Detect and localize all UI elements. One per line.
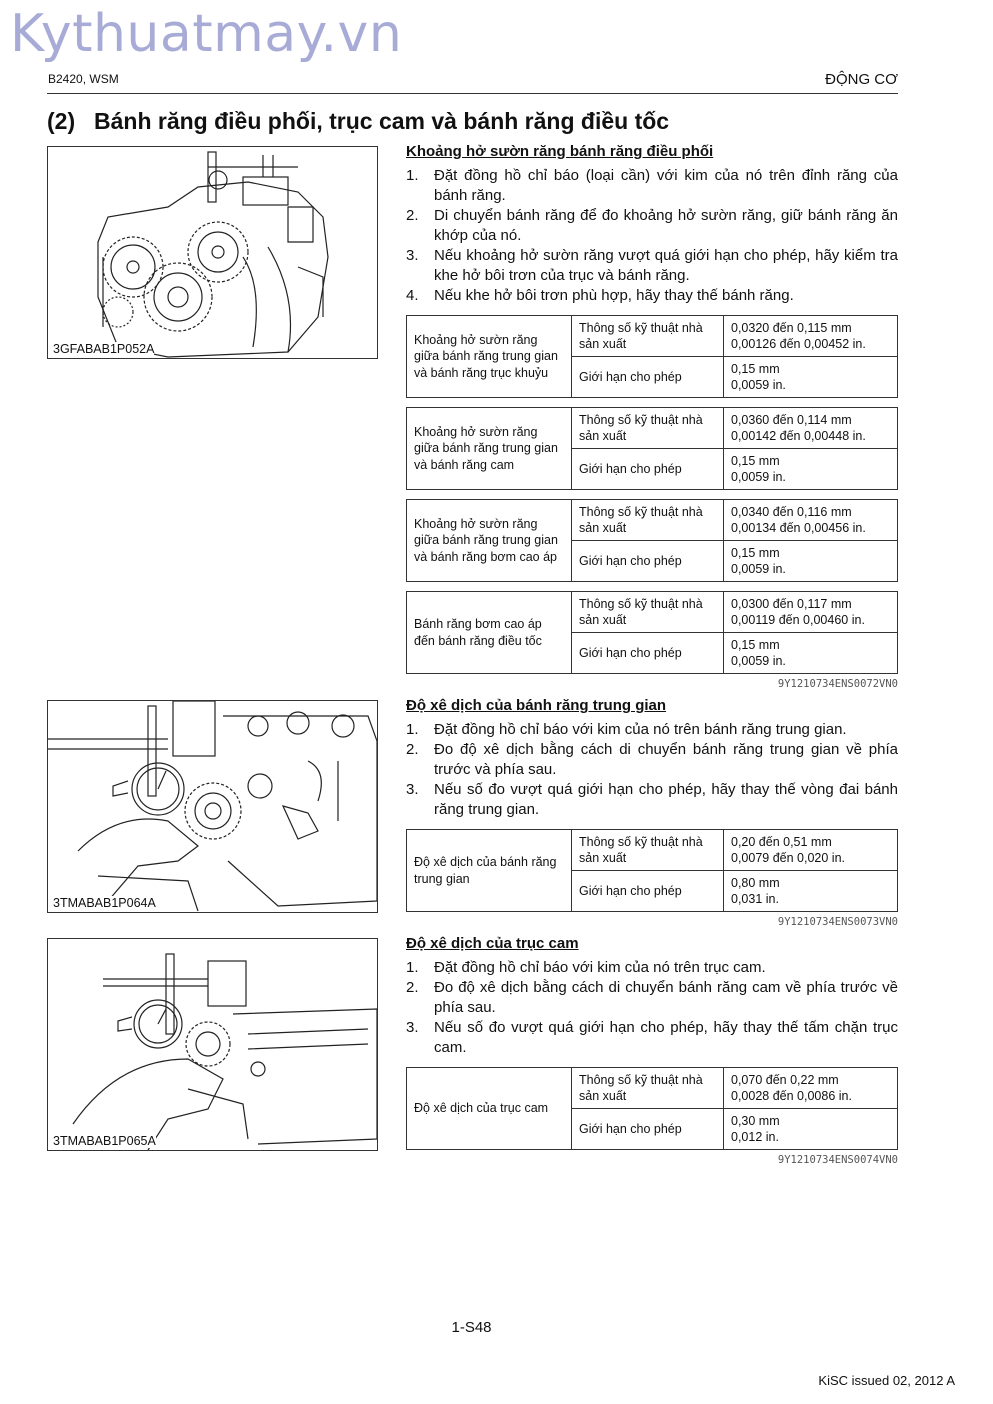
table-row [407, 316, 898, 357]
limit-value: 0,15 mm 0,0059 in. [724, 357, 898, 398]
block-title: Khoảng hở sườn răng bánh răng điều phối [406, 143, 714, 160]
limit-value: 0,15 mm 0,0059 in. [724, 449, 898, 490]
figure-label: 3TMABAB1P065A [53, 1134, 156, 1148]
steps-list [406, 166, 898, 306]
spec-label: Thông số kỹ thuật nhà sản xuất [572, 592, 724, 633]
watermark: Kythuatmay.vn [10, 4, 403, 64]
spec-table [406, 1067, 898, 1150]
page-number: 1-S48 [451, 1319, 492, 1336]
limit-label: Giới hạn cho phép [572, 1109, 724, 1150]
spec-item: Khoảng hở sườn răng giữa bánh răng trung gian và bánh răng bơm cao áp [407, 500, 572, 582]
spec-table [406, 591, 898, 674]
limit-label: Giới hạn cho phép [572, 633, 724, 674]
step-item: 2. Di chuyển bánh răng để đo khoảng hở sườn răng, giữ bánh răng ăn khớp của nó. [406, 207, 898, 244]
step-item: 3. Nếu số đo vượt quá giới hạn cho phép, hãy thay thế vòng đai bánh răng trung gian. [406, 781, 898, 818]
table-row [407, 592, 898, 633]
table-row [407, 408, 898, 449]
steps-list [406, 720, 898, 820]
block-timing-gear-backlash [406, 143, 898, 690]
step-item: 4. Nếu khe hở bôi trơn phù hợp, hãy thay thế bánh răng. [406, 287, 794, 304]
figure-idle-gear [47, 700, 378, 913]
figure-label: 3GFABAB1P052A [53, 342, 155, 356]
spec-value: 0,0340 đến 0,116 mm 0,00134 đến 0,00456 in. [724, 500, 898, 541]
block-title: Độ xê dịch của bánh răng trung gian [406, 697, 667, 714]
section-title-text: Bánh răng điều phối, trục cam và bánh răng điều tốc [94, 108, 670, 134]
spec-value: 0,0320 đến 0,115 mm 0,00126 đến 0,00452 in. [724, 316, 898, 357]
steps-list [406, 958, 898, 1058]
section-title [47, 108, 669, 135]
figure-label: 3TMABAB1P064A [53, 896, 156, 910]
spec-table [406, 315, 898, 398]
table-row [407, 1068, 898, 1109]
limit-label: Giới hạn cho phép [572, 357, 724, 398]
header-model: B2420, WSM [48, 72, 119, 86]
step-item: 2. Đo độ xê dịch bằng cách di chuyển bánh răng cam về phía trước về phía sau. [406, 979, 898, 1016]
spec-value: 0,0300 đến 0,117 mm 0,00119 đến 0,00460 in. [724, 592, 898, 633]
limit-value: 0,15 mm 0,0059 in. [724, 633, 898, 674]
issued-note: KiSC issued 02, 2012 A [818, 1373, 955, 1388]
spec-label: Thông số kỹ thuật nhà sản xuất [572, 830, 724, 871]
spec-value: 0,070 đến 0,22 mm 0,0028 đến 0,0086 in. [724, 1068, 898, 1109]
spec-value: 0,0360 đến 0,114 mm 0,00142 đến 0,00448 in. [724, 408, 898, 449]
spec-item: Độ xê dịch của bánh răng trung gian [407, 830, 572, 912]
figure-timing-gear [47, 146, 378, 359]
timing-gear-illustration [48, 147, 377, 358]
limit-value: 0,30 mm 0,012 in. [724, 1109, 898, 1150]
reference-code: 9Y1210734ENS0074VN0 [777, 1154, 898, 1166]
spec-label: Thông số kỹ thuật nhà sản xuất [572, 500, 724, 541]
section-number: (2) [47, 108, 76, 134]
limit-label: Giới hạn cho phép [572, 871, 724, 912]
step-item: 3. Nếu số đo vượt quá giới hạn cho phép, hãy thay thế tấm chặn trục cam. [406, 1019, 898, 1056]
table-row [407, 830, 898, 871]
spec-value: 0,20 đến 0,51 mm 0,0079 đến 0,020 in. [724, 830, 898, 871]
spec-table [406, 829, 898, 912]
header-rule [47, 93, 898, 94]
spec-item: Khoảng hở sườn răng giữa bánh răng trung gian và bánh răng cam [407, 408, 572, 490]
reference-code: 9Y1210734ENS0072VN0 [777, 678, 898, 690]
spec-item: Bánh răng bơm cao áp đến bánh răng điều tốc [407, 592, 572, 674]
figure-camshaft [47, 938, 378, 1151]
limit-value: 0,80 mm 0,031 in. [724, 871, 898, 912]
spec-table [406, 499, 898, 582]
block-idle-gear-side-clearance [406, 697, 898, 928]
spec-label: Thông số kỹ thuật nhà sản xuất [572, 1068, 724, 1109]
spec-table [406, 407, 898, 490]
limit-label: Giới hạn cho phép [572, 541, 724, 582]
spec-label: Thông số kỹ thuật nhà sản xuất [572, 408, 724, 449]
limit-value: 0,15 mm 0,0059 in. [724, 541, 898, 582]
step-item: 1. Đặt đồng hồ chỉ báo với kim của nó trên trục cam. [406, 959, 766, 976]
step-item: 3. Nếu khoảng hở sườn răng vượt quá giới hạn cho phép, hãy kiểm tra khe hở bôi trơn của trục và bánh răng. [406, 247, 898, 284]
block-camshaft-side-clearance [406, 935, 898, 1166]
step-item: 1. Đặt đồng hồ chỉ báo với kim của nó trên bánh răng trung gian. [406, 721, 847, 738]
reference-code: 9Y1210734ENS0073VN0 [777, 916, 898, 928]
step-item: 2. Đo độ xê dịch bằng cách di chuyển bánh răng trung gian về phía trước và phía sau. [406, 741, 898, 778]
spec-label: Thông số kỹ thuật nhà sản xuất [572, 316, 724, 357]
limit-label: Giới hạn cho phép [572, 449, 724, 490]
spec-item: Độ xê dịch của trục cam [407, 1068, 572, 1150]
spec-item: Khoảng hở sườn răng giữa bánh răng trung gian và bánh răng trục khuỷu [407, 316, 572, 398]
table-row [407, 500, 898, 541]
idle-gear-illustration [48, 701, 377, 912]
header-chapter: ĐỘNG CƠ [825, 71, 898, 88]
camshaft-illustration [48, 939, 377, 1150]
block-title: Độ xê dịch của trục cam [406, 935, 579, 952]
step-item: 1. Đặt đồng hồ chỉ báo (loại cần) với kim của nó trên đỉnh răng của bánh răng. [406, 167, 898, 204]
